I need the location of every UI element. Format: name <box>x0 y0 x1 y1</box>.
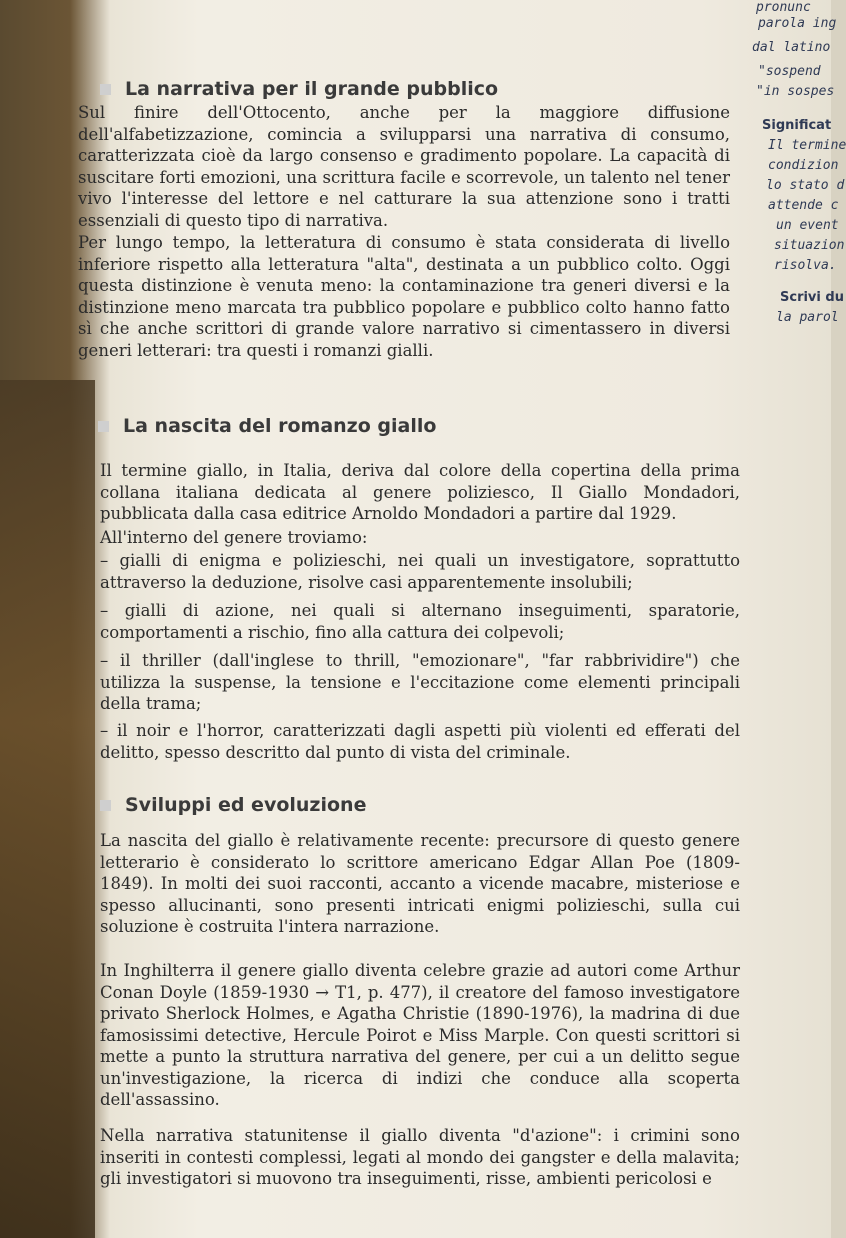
section-heading-3 <box>100 794 366 816</box>
heading-text: La narrativa per il grande pubblico <box>125 78 499 100</box>
list-item-text: gialli di azione, nei quali si alternano inseguimenti, sparatorie, comportamenti a rischio, fino alla cattura dei colpevoli; <box>100 601 740 642</box>
heading-bullet-icon <box>98 421 109 432</box>
heading-text: Sviluppi ed evoluzione <box>125 794 367 816</box>
paragraph-1: Sul finire dell'Ottocento, anche per la maggiore diffusione dell'alfabetizzazione, comincia a svilupparsi una narrativa di consumo, caratterizzata cioè da largo consenso e gradimento popolare. La capacità di suscitare forti emozioni, una scrittura facile e scorrevole, un talento nel tener vivo l'interesse del lettore e nel catturare la sua attenzione sono i tratti essenziali di questo tipo di narrativa. <box>78 103 730 230</box>
paragraph-2: Per lungo tempo, la letteratura di consumo è stata considerata di livello inferiore rispetto alla letteratura "alta", destinata a un pubblico colto. Oggi questa distinzione è venuta meno: la contaminazione tra generi diversi e la distinzione meno marcata tra pubblico popolare e pubblico colto hanno fatto sì che anche scrittori di grande valore narrativo si cimentassero in diversi generi letterari: tra questi i romanzi gialli. <box>78 233 730 360</box>
paragraph-6: In Inghilterra il genere giallo diventa celebre grazie ad autori come Arthur Conan Doyle (1859-1930 → T1, p. 477), il creatore del famoso investigatore privato Sherlock Holmes, e Agatha Christie (1890-1976), la madrina di due famosissimi detective, Hercule Poirot e Miss Marple. Con questi scrittori si mette a punto la struttura narrativa del genere, per cui a un delitto segue un'investigazione, la ricerca di indizi che conduce alla scoperta dell'assassino. <box>100 961 740 1109</box>
sidebar-heading: Significat <box>762 118 832 133</box>
sidebar-heading: Scrivi du <box>780 290 844 305</box>
sidebar-line: "sospend <box>758 64 821 79</box>
list-item-text: il noir e l'horror, caratterizzati dagli aspetti più violenti ed efferati del delitto, spesso descritto dal punto di vista del criminale. <box>100 721 741 762</box>
list-item: – gialli di enigma e polizieschi, nei quali un investigatore, soprattutto attraverso la deduzione, risolve casi apparentemente insolubili; <box>100 551 741 592</box>
heading-bullet-icon <box>100 800 111 811</box>
list-item: – il noir e l'horror, caratterizzati dagli aspetti più violenti ed efferati del delitto, spesso descritto dal punto di vista del criminale. <box>100 721 741 762</box>
heading-bullet-icon <box>100 84 111 95</box>
paragraph-4: All'interno del genere troviamo: <box>100 528 368 547</box>
sidebar-line: attende c <box>768 198 839 213</box>
sidebar-line: risolva. <box>774 258 837 273</box>
section-heading-1 <box>100 78 498 100</box>
list-item-text: gialli di enigma e polizieschi, nei quali un investigatore, soprattutto attraverso la deduzione, risolve casi apparentemente insolubili; <box>100 551 741 592</box>
list-item-text: il thriller (dall'inglese to thrill, "emozionare", "far rabbrividire") che utilizza la suspense, la tensione e l'eccitazione come elementi principali della trama; <box>100 651 740 713</box>
sidebar-line: condizion <box>768 158 839 173</box>
margin-sidebar <box>736 0 846 400</box>
paragraph-3: Il termine giallo, in Italia, deriva dal colore della copertina della prima collana italiana dedicata al genere poliziesco, Il Giallo Mondadori, pubblicata dalla casa editrice Arnoldo Mondadori a partire dal 1929. <box>100 461 740 523</box>
section-heading-2 <box>98 415 436 437</box>
list-item: – il thriller (dall'inglese to thrill, "emozionare", "far rabbrividire") che utilizza la suspense, la tensione e l'eccitazione come elementi principali della trama; <box>100 651 740 713</box>
sidebar-line: la parol <box>776 310 839 325</box>
sidebar-line: lo stato d <box>766 178 845 193</box>
sidebar-line: "in sospes <box>756 84 835 99</box>
sidebar-line: dal latino <box>752 40 831 55</box>
sidebar-line: situazion <box>774 238 845 253</box>
finger-shadow <box>0 380 95 1238</box>
sidebar-line: un event <box>776 218 839 233</box>
sidebar-line: Il termine <box>768 138 846 153</box>
sidebar-line: pronunc <box>756 0 811 15</box>
paragraph-7: Nella narrativa statunitense il giallo diventa "d'azione": i crimini sono inseriti in contesti complessi, legati al mondo dei gangster e della malavita; gli investigatori si muovono tra inseguimenti, risse, ambienti pericolosi e <box>100 1126 740 1188</box>
paragraph-5: La nascita del giallo è relativamente recente: precursore di questo genere letterario è considerato lo scrittore americano Edgar Allan Poe (1809-1849). In molti dei suoi racconti, accanto a vicende macabre, misteriose e spesso allucinanti, sono presenti intricati enigmi polizieschi, sulla cui soluzione è costruita l'intera narrazione. <box>100 831 740 936</box>
heading-text: La nascita del romanzo giallo <box>123 415 437 437</box>
sidebar-line: parola ing <box>758 16 837 31</box>
list-item: – gialli di azione, nei quali si alternano inseguimenti, sparatorie, comportamenti a rischio, fino alla cattura dei colpevoli; <box>100 601 740 642</box>
